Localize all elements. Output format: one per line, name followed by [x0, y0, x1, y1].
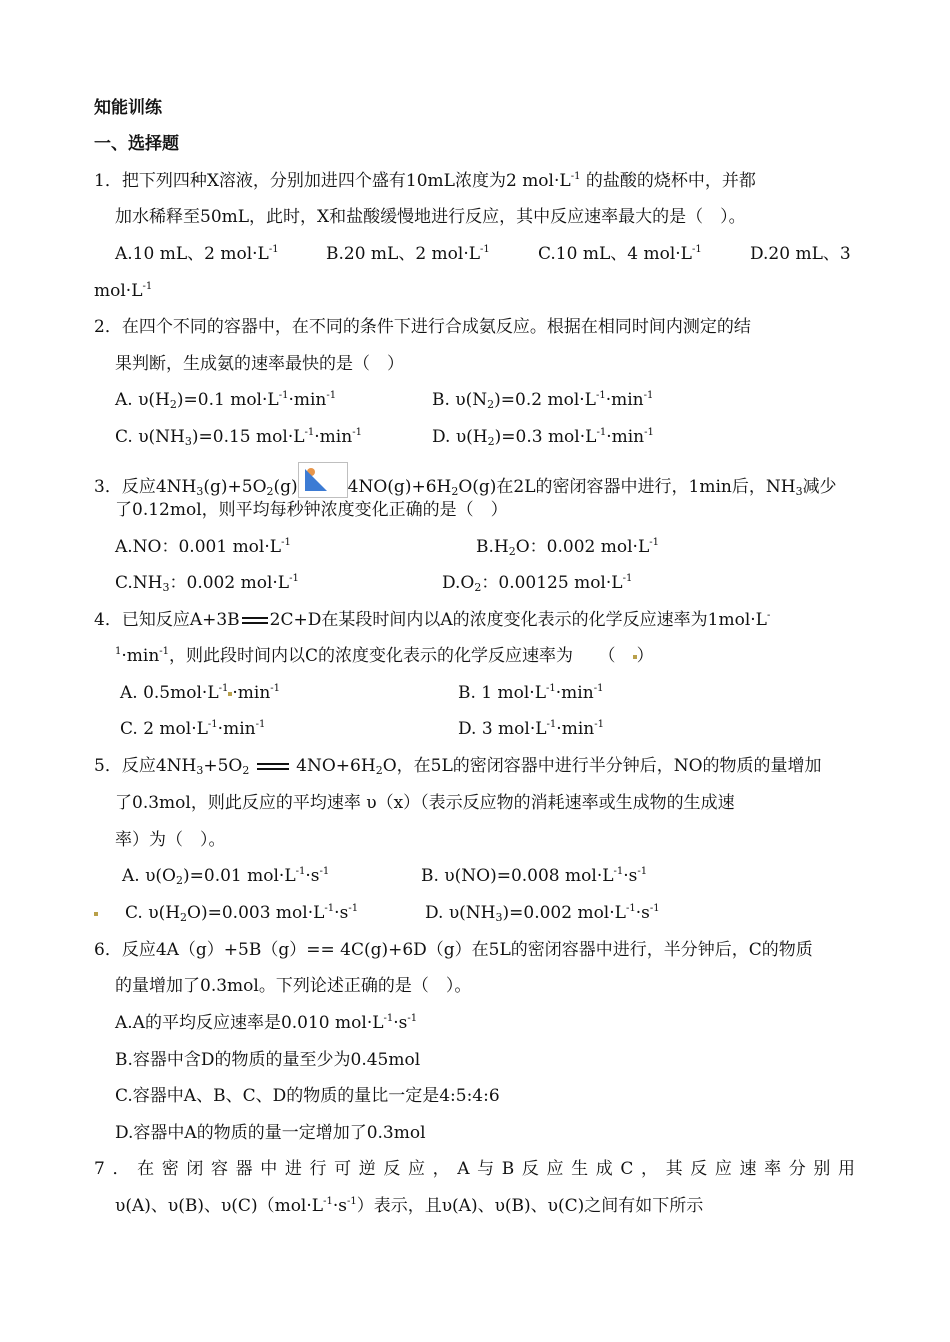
question-6-line-1: 6．反应4A（g）+5B（g）== 4C(g)+6D（g）在5L的密闭容器中进行，半分钟后，C的物质 — [94, 940, 813, 960]
question-3-option-a: A.NO：0.001 $mol\cdot L^{-1}$ — [115, 537, 291, 557]
page-title: 知能训练 — [94, 98, 162, 118]
question-6-option-b: B.容器中含D的物质的量至少为0.45mol — [115, 1050, 421, 1070]
question-5-line-1: 5．反应$4NH_3+5O_2$ $4NO+6H_2O$，在5L的密闭容器中进行半分钟后，NO的物质的量增加 — [94, 756, 822, 777]
question-4-option-d: D. 3 $mol\cdot L^{-1}\cdot\min^{-1}$ — [458, 719, 604, 739]
question-6-option-d: D.容器中A的物质的量一定增加了0.3mol — [115, 1123, 426, 1143]
question-1-line-2: 加水稀释至50mL，此时，X和盐酸缓慢地进行反应，其中反应速率最大的是（ ）。 — [115, 207, 746, 227]
question-4-option-c: C. 2 $mol\cdot L^{-1}\cdot\min^{-1}$ — [120, 719, 266, 739]
reaction-arrow-image-icon — [298, 462, 348, 498]
equilibrium-sign-icon — [240, 616, 270, 626]
question-5-option-d: D. $\upsilon(NH_3)=0.002$ $mol\cdot L^{-1}\cdot s^{-1}$ — [425, 903, 660, 924]
question-3-option-d: $D.O_2$：0.00125 $mol\cdot L^{-1}$ — [442, 573, 633, 594]
equilibrium-sign-icon — [255, 762, 291, 772]
question-6-option-a: A.A的平均反应速率是0.010 $mol\cdot L^{-1}\cdot s^{-1}$ — [115, 1013, 418, 1033]
question-4-line-1: 4．已知反应A+3B 2C+D在某段时间内以A的浓度变化表示的化学反应速率为1mol·L- — [94, 610, 771, 630]
stray-mark-icon — [94, 912, 98, 916]
question-5-option-c: C. $\upsilon(H_2O)=0.003$ $mol\cdot L^{-1}\cdot s^{-1}$ — [94, 902, 358, 924]
question-1-option-a: A.10 mL、2 $mol\cdot L^{-1}$ — [115, 244, 279, 264]
section-heading: 一、选择题 — [94, 134, 179, 154]
question-3-line-1: 3．反应$4NH_3(g)+5O_2(g)$ $4NO(g)+6H_2O(g)$在2L的密闭容器中进行，1min后，$NH_3$减少 — [94, 462, 837, 498]
question-5-line-3: 率）为（ ）。 — [115, 830, 226, 850]
question-6-option-c: C.容器中A、B、C、D的物质的量比一定是4:5:4:6 — [115, 1086, 500, 1106]
question-2-option-a: A. $\upsilon(H_2)=0.1$ $mol\cdot L^{-1}\cdot\min^{-1}$ — [115, 390, 337, 411]
question-1-option-d: D.20 mL、3 — [750, 244, 851, 264]
question-7-line-2: υ(A)、υ(B)、$\upsilon(C)(mol\cdot L^{-1}\cdot s^{-1})$表示，且υ(A)、υ(B)、υ(C)之间有如下所示 — [115, 1196, 704, 1216]
question-4-option-b: B. 1 $mol\cdot L^{-1}\cdot\min^{-1}$ — [458, 683, 604, 703]
question-5-line-2: 了0.3mol，则此反应的平均速率 υ（x）（表示反应物的消耗速率或生成物的生成速 — [115, 793, 735, 813]
question-2-line-2: 果判断，生成氨的速率最快的是（ ） — [115, 354, 404, 374]
question-1-option-b: B.20 mL、2 $mol\cdot L^{-1}$ — [326, 244, 490, 264]
question-2-option-d: D. $\upsilon(H_2)=0.3$ $mol\cdot L^{-1}\cdot\min^{-1}$ — [432, 427, 654, 448]
question-1-option-d-cont: $mol\cdot L^{-1}$ — [94, 281, 153, 301]
question-3-line-2: 了0.12mol，则平均每秒钟浓度变化正确的是（ ） — [115, 500, 508, 520]
question-3-option-b: $B.H_2O$：0.002 $mol\cdot L^{-1}$ — [476, 537, 659, 558]
question-2-option-b: B. $\upsilon(N_2)=0.2$ $mol\cdot L^{-1}\cdot\min^{-1}$ — [432, 390, 654, 411]
question-2-line-1: 2．在四个不同的容器中，在不同的条件下进行合成氨反应。根据在相同时间内测定的结 — [94, 317, 751, 337]
question-1-line-1: 1．把下列四种X溶液，分别加进四个盛有10mL浓度为2 $mol\cdot L^{-1}$ 的盐酸的烧杯中，并都 — [94, 171, 756, 191]
question-1-option-c: C.10 mL、4 $mol\cdot L^{-1}$ — [538, 244, 702, 264]
question-7-line-1: 7．在密闭容器中进行可逆反应，A与B反应生成C，其反应速率分别用 — [94, 1159, 855, 1179]
question-2-option-c: C. $\upsilon(NH_3)=0.15$ $mol\cdot L^{-1}\cdot\min^{-1}$ — [115, 427, 362, 448]
question-4-line-2: $^1\cdot\min^{-1}$，则此段时间内以C的浓度变化表示的化学反应速率为 （ ） — [115, 646, 654, 666]
question-5-option-b: B. υ(NO)=0.008 $mol\cdot L^{-1}\cdot s^{-1}$ — [421, 866, 648, 886]
question-6-line-2: 的量增加了0.3mol。下列论述正确的是（ ）。 — [115, 976, 472, 996]
question-5-option-a: A. $\upsilon(O_2)=0.01$ $mol\cdot L^{-1}\cdot s^{-1}$ — [122, 866, 330, 887]
question-3-option-c: $C.NH_3$：0.002 $mol\cdot L^{-1}$ — [115, 573, 299, 594]
question-4-option-a: A. $0.5mol\cdot L^{-1} \cdot\min^{-1}$ — [120, 683, 281, 703]
